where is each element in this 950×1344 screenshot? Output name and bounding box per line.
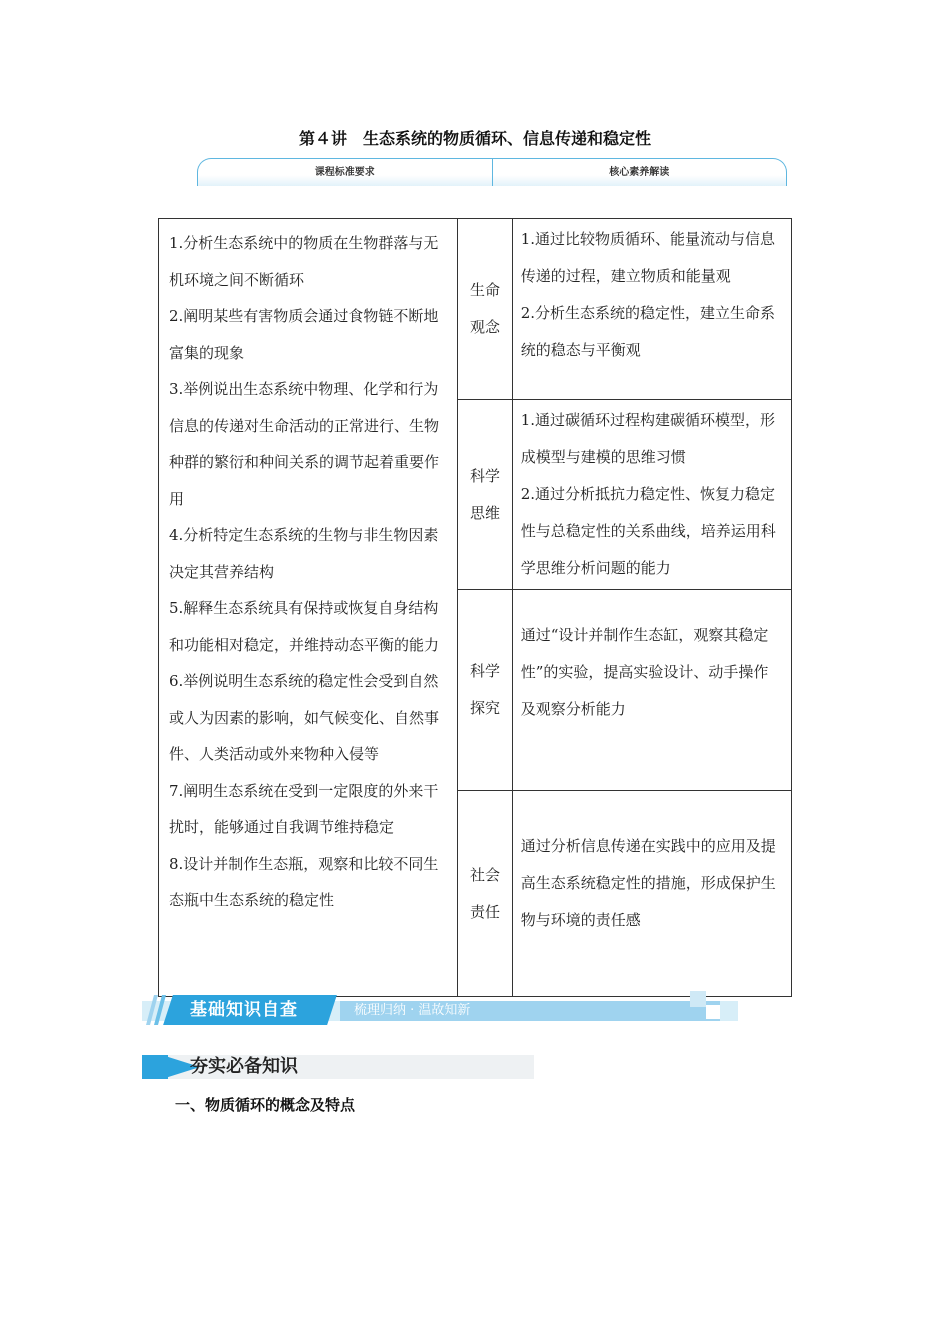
header-curriculum: 课程标准要求: [314, 167, 375, 178]
category-life-concept: [458, 219, 512, 400]
square-decoration-icon: [706, 1005, 720, 1019]
section-subtitle: 梳理归纳 · 温故知新: [354, 1003, 471, 1018]
category-scientific-inquiry: [458, 590, 512, 791]
section-title: 基础知识自查: [190, 1000, 298, 1020]
requirement-item: 1.分析生态系统中的物质在生物群落与无机环境之间不断循环: [169, 234, 439, 289]
square-decoration-icon: [690, 991, 706, 1007]
literacy-desc: [512, 400, 791, 590]
requirement-item: 2.阐明某些有害物质会通过食物链不断地富集的现象: [169, 307, 439, 362]
literacy-line: 1.通过比较物质循环、能量流动与信息传递的过程，建立物质和能量观: [520, 230, 776, 285]
requirement-item: 7.阐明生态系统在受到一定限度的外来干扰时，能够通过自我调节维持稳定: [169, 781, 439, 836]
literacy-desc: [512, 219, 791, 400]
requirements-table: [158, 218, 792, 997]
category-label: 社会: [470, 865, 501, 884]
literacy-line: 通过分析信息传递在实践中的应用及提高生态系统稳定性的措施，形成保护生物与环境的责任感: [520, 837, 776, 929]
header-literacy: 核心素养解读: [492, 159, 787, 186]
literacy-line: 1.通过碳循环过程构建碳循环模型，形成模型与建模的思维习惯: [520, 411, 776, 466]
literacy-desc: [512, 590, 791, 791]
requirement-item: 3.举例说出生态系统中物理、化学和行为信息的传递对生命活动的正常进行、生物种群的繁衍和种间关系的调节起着重要作用: [169, 380, 440, 508]
literacy-line: 2.分析生态系统的稳定性，建立生命系统的稳态与平衡观: [520, 304, 776, 359]
category-label: 科学: [470, 662, 501, 680]
requirement-item: 6.举例说明生态系统的稳定性会受到自然或人为因素的影响，如气候变化、自然事件、人类活动或外来物种入侵等: [169, 672, 440, 763]
category-label: 科学: [470, 466, 501, 485]
category-label: 观念: [470, 318, 501, 336]
literacy-desc: [512, 791, 791, 997]
category-social-responsibility: [458, 791, 512, 997]
table-header-band: [197, 158, 787, 186]
curriculum-cell: [159, 219, 458, 997]
requirement-item: 4.分析特定生态系统的生物与非生物因素决定其营养结构: [169, 526, 439, 581]
subsection-title: 夯实必备知识: [190, 1056, 298, 1077]
requirement-item: 8.设计并制作生态瓶，观察和比较不同生态瓶中生态系统的稳定性: [169, 854, 439, 909]
literacy-line: 通过“设计并制作生态缸，观察其稳定性”的实验，提高实验设计、动手操作及观察分析能力: [520, 625, 769, 718]
category-label: 责任: [470, 902, 501, 921]
category-label: 思维: [470, 503, 501, 522]
category-label: 探究: [470, 699, 501, 717]
heading-material-cycle: 一、物质循环的概念及特点: [175, 1096, 356, 1114]
literacy-line: 2.通过分析抵抗力稳定性、恢复力稳定性与总稳定性的关系曲线，培养运用科学思维分析问题的能力: [520, 485, 776, 577]
page-title: 第４讲 生态系统的物质循环、信息传递和稳定性: [298, 129, 651, 148]
requirement-item: 5.解释生态系统具有保持或恢复自身结构和功能相对稳定，并维持动态平衡的能力: [169, 599, 440, 654]
subsection-banner: [142, 1055, 534, 1079]
section-banner: [142, 995, 738, 1025]
category-label: 生命: [470, 281, 501, 299]
table-row: [159, 219, 792, 400]
category-scientific-thinking: [458, 400, 512, 590]
